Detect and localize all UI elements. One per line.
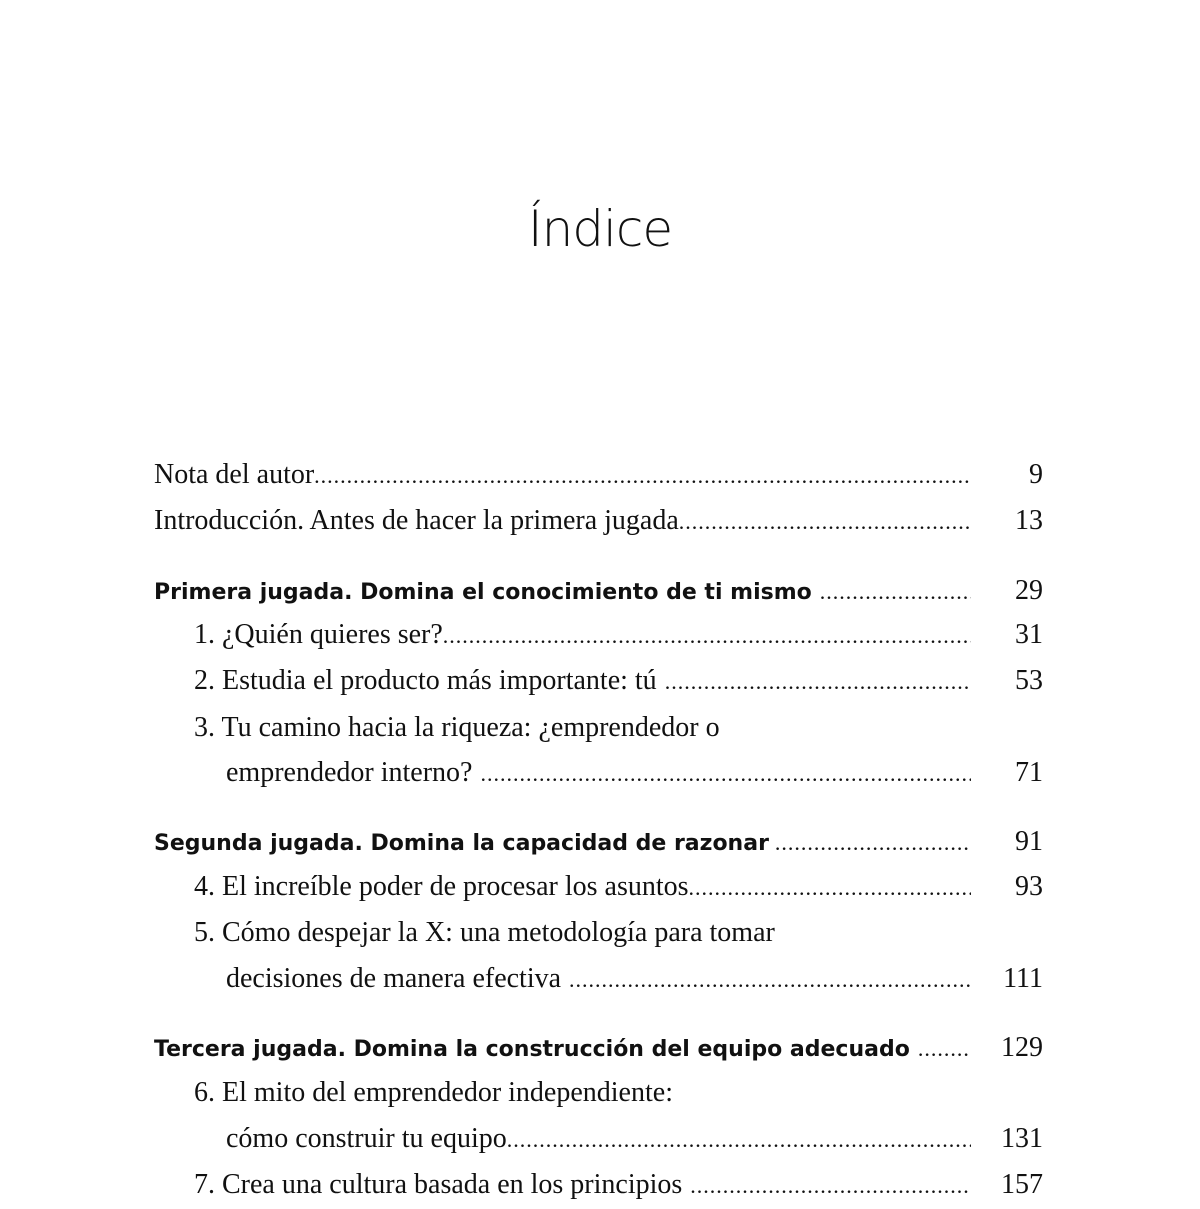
entry-title: cómo construir tu equipo <box>226 1123 507 1154</box>
toc-entry[interactable] <box>154 1070 1043 1116</box>
dot-leader <box>314 453 971 499</box>
toc-entry[interactable] <box>154 705 1043 751</box>
page-title: Índice <box>527 200 673 258</box>
entry-title: 3. Tu camino hacia la riqueza: ¿emprendedor o <box>194 712 720 743</box>
page-number: 111 <box>1003 963 1043 994</box>
entry-title: Introducción. Antes de hacer la primera jugada <box>154 505 679 536</box>
page-number: 91 <box>1015 826 1043 857</box>
dot-leader <box>569 957 971 1003</box>
toc-part[interactable] <box>154 819 1043 865</box>
toc-entry-continuation[interactable] <box>154 1116 1043 1162</box>
entry-title: 5. Cómo despejar la X: una metodología para tomar <box>194 917 775 948</box>
dot-leader <box>775 820 971 866</box>
dot-leader <box>689 865 971 911</box>
toc-entry[interactable] <box>154 864 1043 910</box>
entry-title: decisiones de manera efectiva <box>226 963 562 994</box>
dot-leader <box>918 1026 971 1072</box>
dot-leader <box>480 751 971 797</box>
toc-entry[interactable] <box>154 910 1043 956</box>
toc-entry[interactable] <box>154 1162 1043 1208</box>
dot-leader <box>443 613 971 659</box>
toc-entry[interactable] <box>154 658 1043 704</box>
toc-entry[interactable] <box>154 498 1043 544</box>
toc-entry-continuation[interactable] <box>154 750 1043 796</box>
entry-title: 6. El mito del emprendedor independiente: <box>194 1077 673 1108</box>
entry-title: 4. El increíble poder de procesar los asuntos <box>194 871 689 902</box>
entry-title: 2. Estudia el producto más importante: tú <box>194 665 657 696</box>
dot-leader <box>820 569 971 615</box>
page-number: 131 <box>1001 1123 1043 1154</box>
page-number: 129 <box>1001 1032 1043 1063</box>
dot-leader <box>679 499 971 545</box>
entry-title: 1. ¿Quién quieres ser? <box>194 619 443 650</box>
toc-part[interactable] <box>154 1025 1043 1071</box>
dot-leader <box>665 659 971 705</box>
part-title: Primera jugada. Domina el conocimiento de ti mismo <box>154 580 812 605</box>
page-number: 71 <box>1015 757 1043 788</box>
toc-part[interactable] <box>154 568 1043 614</box>
page-number: 29 <box>1015 575 1043 606</box>
toc-entry-continuation[interactable] <box>154 956 1043 1002</box>
page-number: 93 <box>1015 871 1043 902</box>
dot-leader <box>690 1163 971 1209</box>
dot-leader <box>507 1117 971 1163</box>
page-number: 31 <box>1015 619 1043 650</box>
page-number: 9 <box>1029 459 1043 490</box>
entry-title: emprendedor interno? <box>226 757 473 788</box>
page-number: 53 <box>1015 665 1043 696</box>
toc-entry[interactable] <box>154 612 1043 658</box>
entry-title: 7. Crea una cultura basada en los principios <box>194 1169 683 1200</box>
toc-entry[interactable] <box>154 452 1043 498</box>
part-title: Segunda jugada. Domina la capacidad de razonar <box>154 831 769 856</box>
page-number: 157 <box>1001 1169 1043 1200</box>
entry-title: Nota del autor <box>154 459 315 490</box>
page-number: 13 <box>1015 505 1043 536</box>
part-title: Tercera jugada. Domina la construcción del equipo adecuado <box>154 1037 910 1062</box>
